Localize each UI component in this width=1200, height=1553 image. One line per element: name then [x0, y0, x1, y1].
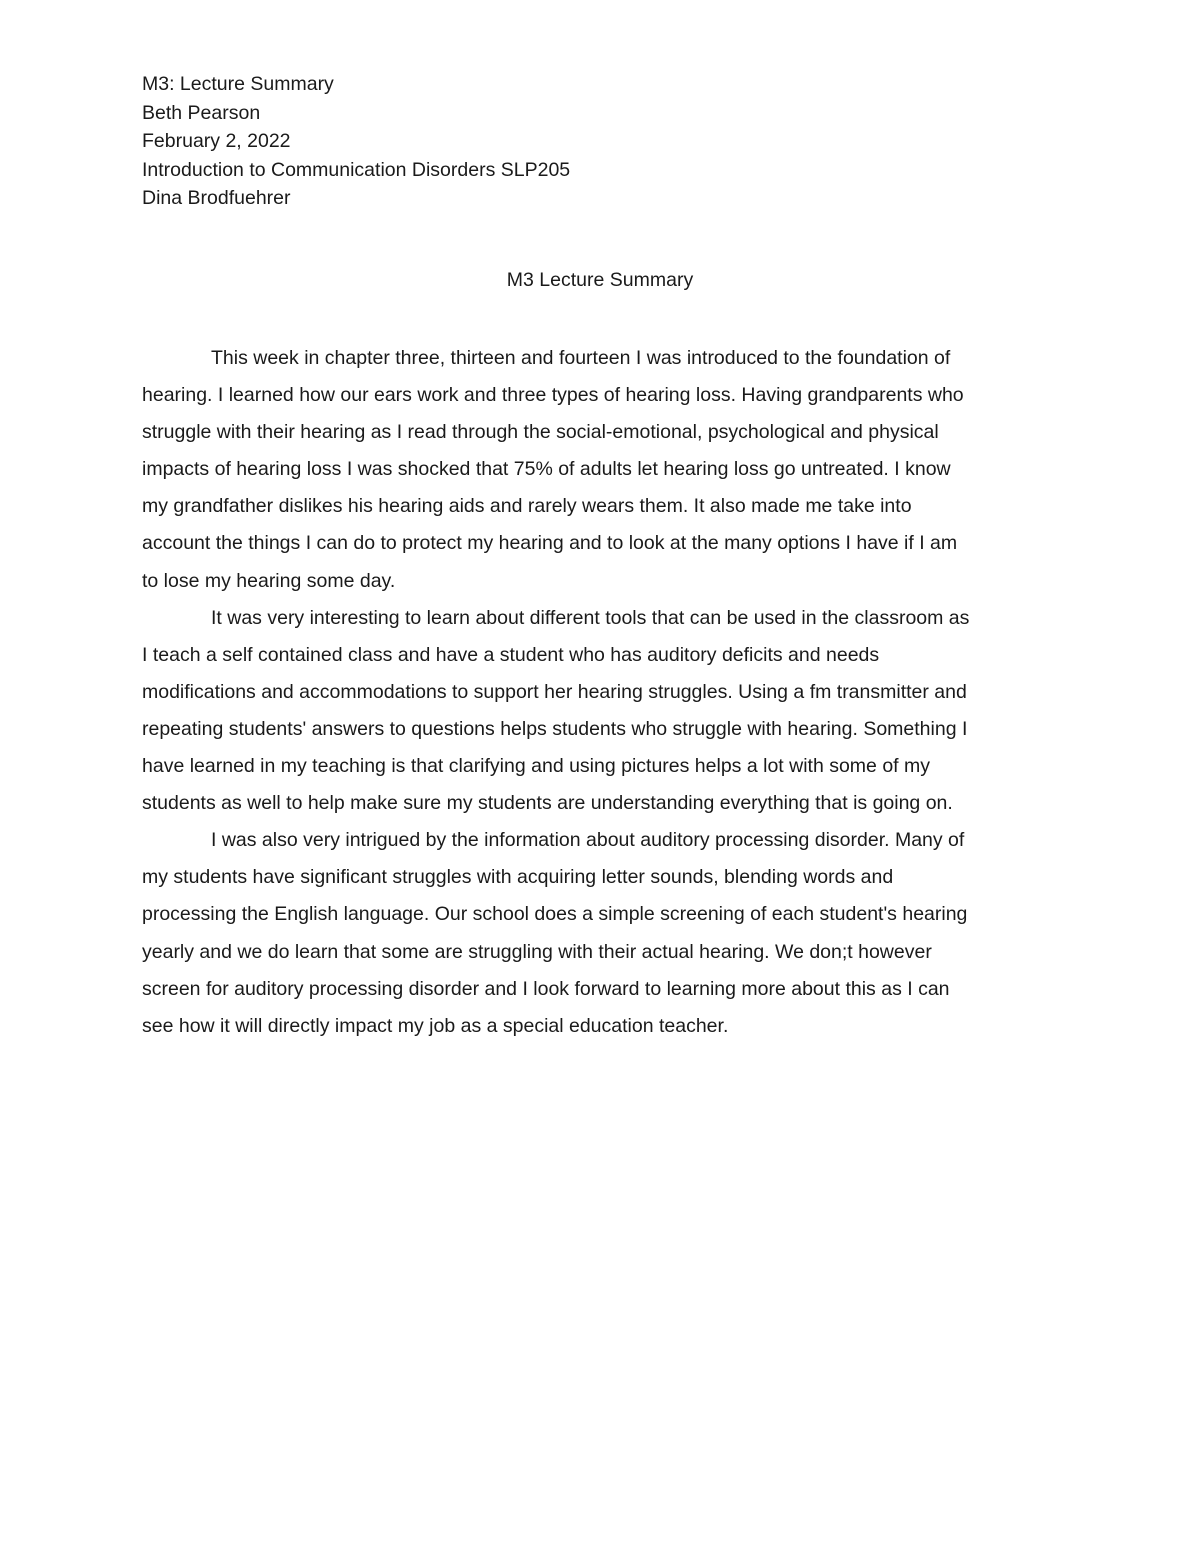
text-line: account the things I can do to protect my hearing and to look at the many options I have if I am — [142, 532, 958, 555]
document-header — [142, 70, 1062, 213]
text-line: to lose my hearing some day. — [142, 569, 396, 592]
text-line: It was very interesting to learn about different tools that can be used in the classroom as — [211, 606, 970, 629]
text-line: impacts of hearing loss I was shocked that 75% of adults let hearing loss go untreated. I know — [142, 458, 951, 481]
paragraph-2 — [142, 600, 1058, 823]
document-date: February 2, 2022 — [142, 130, 291, 153]
text-line: repeating students' answers to questions helps students who struggle with hearing. Something I — [142, 717, 968, 740]
text-line: processing the English language. Our school does a simple screening of each student's hearing — [142, 903, 968, 926]
text-line: struggle with their hearing as I read through the social-emotional, psychological and physical — [142, 421, 939, 444]
text-line: my grandfather dislikes his hearing aids and rarely wears them. It also made me take into — [142, 495, 912, 518]
text-line: I teach a self contained class and have a student who has auditory deficits and needs — [142, 643, 880, 666]
text-line: see how it will directly impact my job as a special education teacher. — [142, 1014, 729, 1037]
text-line: I was also very intrigued by the information about auditory processing disorder. Many of — [211, 829, 965, 852]
text-line: yearly and we do learn that some are struggling with their actual hearing. We don;t however — [142, 940, 932, 963]
text-line: students as well to help make sure my students are understanding everything that is going on. — [142, 792, 953, 815]
course-name: Introduction to Communication Disorders SLP205 — [142, 158, 571, 181]
author-name: Beth Pearson — [142, 101, 261, 124]
document-title: M3 Lecture Summary — [506, 269, 694, 291]
paragraph-3 — [142, 822, 1058, 1045]
text-line: modifications and accommodations to support her hearing struggles. Using a fm transmitter and — [142, 680, 967, 703]
text-line: hearing. I learned how our ears work and three types of hearing loss. Having grandparents who — [142, 384, 964, 407]
instructor-name: Dina Brodfuehrer — [142, 187, 291, 210]
text-line: have learned in my teaching is that clarifying and using pictures helps a lot with some of my — [142, 755, 930, 778]
document-body — [142, 340, 1058, 1045]
text-line: my students have significant struggles with acquiring letter sounds, blending words and — [142, 866, 894, 889]
assignment-name: M3: Lecture Summary — [142, 73, 334, 95]
paragraph-1 — [142, 340, 1058, 600]
text-line: This week in chapter three, thirteen and fourteen I was introduced to the foundation of — [211, 347, 951, 369]
text-line: screen for auditory processing disorder and I look forward to learning more about this as I can — [142, 977, 950, 1000]
